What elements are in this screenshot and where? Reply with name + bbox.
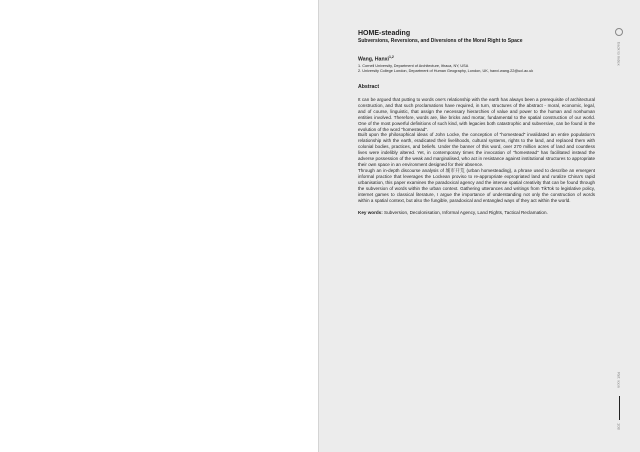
affiliation-1: 1. Cornell University, Department of Architecture, Ithaca, NY, USA: [358, 63, 469, 68]
back-to-index-link[interactable]: back to index: [616, 42, 622, 66]
abstract-paragraph: Through an in-depth discourse analysis of 城市开荒 (urban homesteading), a phrase used to describe an emergent informal practice that leverages the Lockean proviso to re-appropriate expropriated land and ruralize China's rapid urbanisation, this paper examines the paradoxical agency and the intense spatial creativity that can be found through the subversion of words within the urban context. Gathering utterances and writings from TikTok to legislative policy, internet games to classical literature, I argue the importance of understanding not only the construction of words within a spatial context, but also the fungible, paradoxical and entangled ways of they act within the world.: [358, 168, 595, 203]
abstract-heading: Abstract: [358, 83, 380, 90]
paper-title: HOME-steading: [358, 30, 411, 37]
abstract-paragraph: Built upon the philosophical ideas of John Locke, the conception of "homestead" invalidated an entire population's relationship with the earth, eradicated their livelihoods, cultural systems, rights to the land, and replaced them with colonial bodies, practices, and beliefs. Under the banner of this word, over 270 million acres of land and countless lives were indelibly altered. Yet, in contemporary times the invocation of "homestead" has facilitated instead the adverse possession of the weak and marginalised, who act in resistance against institutional structures to appropriate their own space in an environment designed for their absence.: [358, 132, 595, 168]
author-affiliation-marks: 1,2: [388, 55, 394, 59]
author-name: Wang, Hanxi: [358, 56, 389, 63]
keywords-text: Subversion, Decolonisation, Informal Agency, Land Rights, Tactical Reclamation.: [382, 209, 548, 215]
circle-icon[interactable]: [615, 28, 623, 36]
page-progress-bar: [619, 396, 620, 420]
left-page-blank: [0, 0, 318, 452]
sidebar-bottom: [612, 372, 626, 430]
paper-subtitle: Subversions, Reversions, and Diversions of the Moral Right to Space: [358, 38, 523, 44]
affiliation-2: 2. University College London, Department of Human Geography, London, UK, hanxi.wang.22@ucl.ac.uk: [358, 68, 534, 73]
abstract-paragraph: It can be argued that putting to words one's relationship with the earth has always been a prerequisite of architectural construction, and that such proclamations have required, in turn, structures of the abstract - moral, economic, legal, and of course, linguistic, that assign the necessary hierarchies of value and power to the human and nonhuman entities involved. Therefore, words are, like bricks and mortar, fundamental to the spatial construction of our world. One of the most powerful definitions of such kind, with legacies both catastrophic and subversive, can be found in the evolution of the word "homestead".: [358, 96, 595, 132]
keywords-label: Key words:: [358, 209, 383, 215]
keywords: [358, 210, 595, 216]
author: [358, 54, 595, 64]
page-number: 108: [616, 423, 622, 430]
sidebar-top: [612, 28, 626, 66]
section-label: Ref. ioon: [616, 372, 622, 389]
paper-content: [358, 29, 595, 216]
